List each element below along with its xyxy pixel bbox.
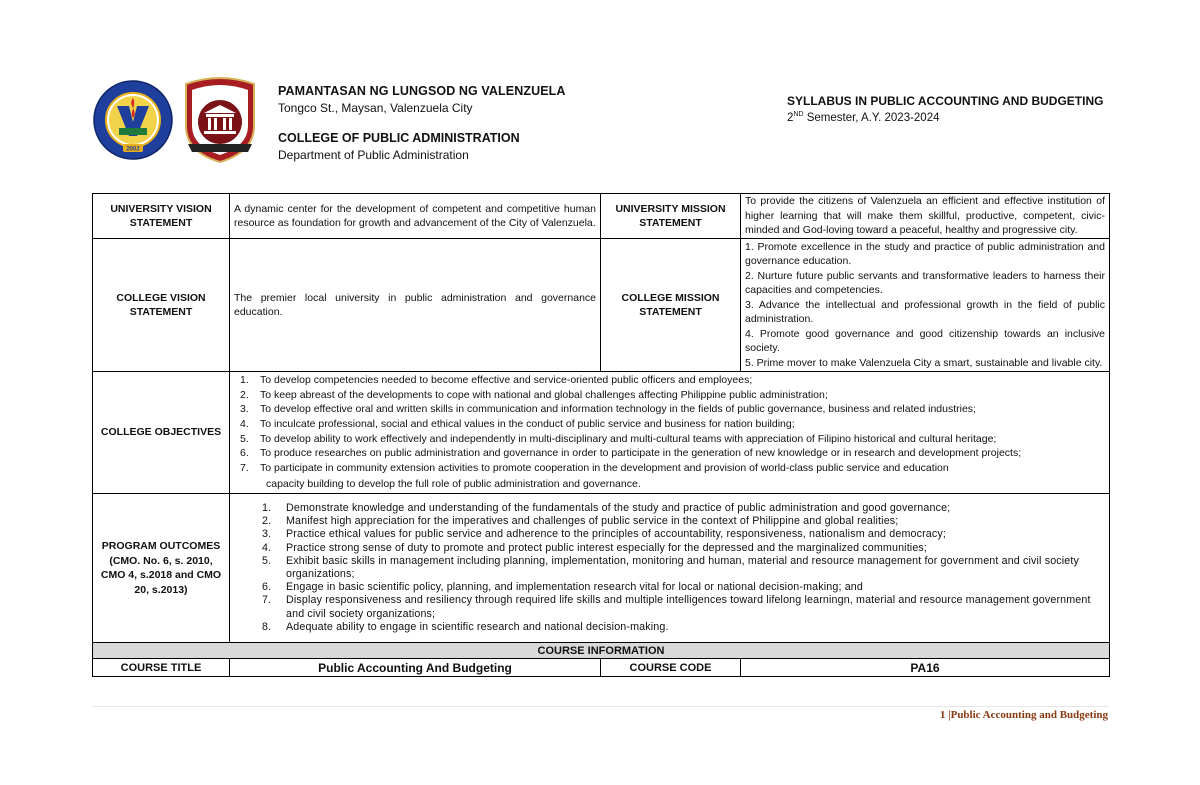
- course-title-value: Public Accounting And Budgeting: [230, 659, 601, 677]
- college-vision-label: COLLEGE VISION STATEMENT: [93, 239, 230, 372]
- page-footer: [940, 709, 1108, 721]
- university-seal-icon: [93, 80, 173, 160]
- objective-item: 5. To develop ability to work effectively and independently in multi-disciplinary and multi-cultural teams with appreciation of Filipino historical and cultural heritage;: [240, 432, 997, 445]
- mission-item: 4. Promote good governance and good citizenship towards an inclusive society.: [745, 327, 1105, 355]
- university-vision-text: A dynamic center for the development of competent and competitive human resource as foundation for growth and advancement of the City of Valenzuela.: [230, 194, 601, 239]
- syllabus-title: SYLLABUS IN PUBLIC ACCOUNTING AND BUDGETING: [787, 94, 1104, 108]
- mission-item: 3. Advance the intellectual and professional growth in the field of public administration.: [745, 298, 1105, 326]
- objectives-row: [93, 372, 1110, 494]
- outcome-item: 7. Display responsiveness and resiliency through required life skills and multiple intelligences toward lifelong learningn, material and resource management government and civil society organizations;: [262, 594, 1091, 620]
- semester-ordinal: ND: [793, 111, 804, 118]
- course-information-heading: COURSE INFORMATION: [93, 643, 1110, 659]
- college-seal-icon: [182, 76, 258, 164]
- objective-item: 7. To participate in community extension activities to promote cooperation in the development and provision of world-class public service and education: [240, 461, 949, 474]
- objective-item: 3. To develop effective oral and written skills in communication and information technology in the fields of public governance, business and related industries;: [240, 403, 976, 416]
- outcome-item: 3. Practice ethical values for public service and adherence to the principles of accountability, responsiveness, nationalism and democracy;: [262, 528, 947, 541]
- college-mission-list: [741, 239, 1110, 372]
- outcome-item: 8. Adequate ability to engage in scientific research and national decision-making.: [262, 620, 669, 633]
- outcome-item: 4. Practice strong sense of duty to promote and protect public interest especially for the depressed and the marginalized communities;: [262, 541, 928, 554]
- program-outcomes-title: PROGRAM OUTCOMES: [101, 540, 221, 552]
- program-outcomes-list: [230, 494, 1110, 643]
- semester-number: 2: [787, 111, 794, 124]
- course-title-row: [93, 659, 1110, 677]
- objectives-list: [230, 372, 1110, 494]
- objective-item: 2. To keep abreast of the developments to cope with national and global challenges affecting Philippine public administration;: [240, 388, 828, 401]
- university-name: PAMANTASAN NG LUNGSOD NG VALENZUELA: [278, 84, 566, 98]
- program-outcomes-row: [93, 494, 1110, 643]
- department-name: Department of Public Administration: [278, 148, 469, 162]
- objective-item: 6. To produce researches on public administration and governance in order to participate in the generation of new knowledge or in research and development projects;: [240, 447, 1022, 460]
- program-outcomes-label: [93, 494, 230, 643]
- course-code-label: COURSE CODE: [601, 659, 741, 677]
- semester-line: [787, 111, 1117, 124]
- footer-title: Public Accounting and Budgeting: [950, 709, 1108, 721]
- course-code-value: PA16: [741, 659, 1110, 677]
- course-title-label: COURSE TITLE: [93, 659, 230, 677]
- university-vision-label: UNIVERSITY VISION STATEMENT: [93, 194, 230, 239]
- college-name: COLLEGE OF PUBLIC ADMINISTRATION: [278, 131, 520, 145]
- page-number: 1: [939, 709, 946, 721]
- outcome-item: 2. Manifest high appreciation for the imperatives and challenges of public service in the context of Philippine and global realities;: [262, 515, 899, 528]
- university-mission-text: To provide the citizens of Valenzuela an efficient and effective institution of higher learning that will make them skillful, productive, competent, civic-minded and God-loving toward a peaceful, healthy and progressive city.: [741, 194, 1110, 239]
- seal-year: 2002: [126, 146, 140, 153]
- footer-separator: |: [945, 709, 951, 721]
- college-vision-text: The premier local university in public administration and governance education.: [230, 239, 601, 372]
- objective-continuation: capacity building to develop the full role of public administration and governance.: [266, 478, 641, 491]
- college-mission-label: COLLEGE MISSION STATEMENT: [601, 239, 741, 372]
- objective-item: 1. To develop competencies needed to become effective and service-oriented public officers and employees;: [240, 374, 753, 387]
- college-vm-row: [93, 239, 1110, 372]
- course-information-row: [93, 643, 1110, 659]
- university-vm-row: [93, 194, 1110, 239]
- program-outcomes-reference: (CMO. No. 6, s. 2010, CMO 4, s.2018 and CMO 20, s.2013): [100, 554, 222, 596]
- objective-item: 4. To inculcate professional, social and ethical values in the conduct of public service and business for nation building;: [240, 417, 795, 430]
- header-institution: [278, 84, 738, 162]
- mission-item: 5. Prime mover to make Valenzuela City a smart, sustainable and livable city.: [745, 356, 1103, 369]
- syllabus-table: [92, 193, 1110, 677]
- objectives-label: COLLEGE OBJECTIVES: [93, 372, 230, 494]
- outcome-item: 5. Exhibit basic skills in management including planning, implementation, monitoring and human, material and resource management for government and civil society organizations;: [262, 554, 1080, 580]
- outcome-item: 6. Engage in basic scientific policy, planning, and implementation research vital for local or national decision-making; and: [262, 581, 863, 594]
- mission-item: 1. Promote excellence in the study and practice of public administration and governance education.: [745, 240, 1105, 268]
- semester-rest: Semester, A.Y. 2023-2024: [803, 111, 940, 124]
- university-mission-label: UNIVERSITY MISSION STATEMENT: [601, 194, 741, 239]
- header-syllabus: [787, 94, 1117, 124]
- mission-item: 2. Nurture future public servants and transformative leaders to harness their capacities and competencies.: [745, 269, 1105, 297]
- university-address: Tongco St., Maysan, Valenzuela City: [278, 101, 473, 115]
- footer-divider: [92, 706, 1109, 707]
- outcome-item: 1. Demonstrate knowledge and understanding of the fundamentals of the study and practice of public administration and good governance;: [262, 501, 951, 514]
